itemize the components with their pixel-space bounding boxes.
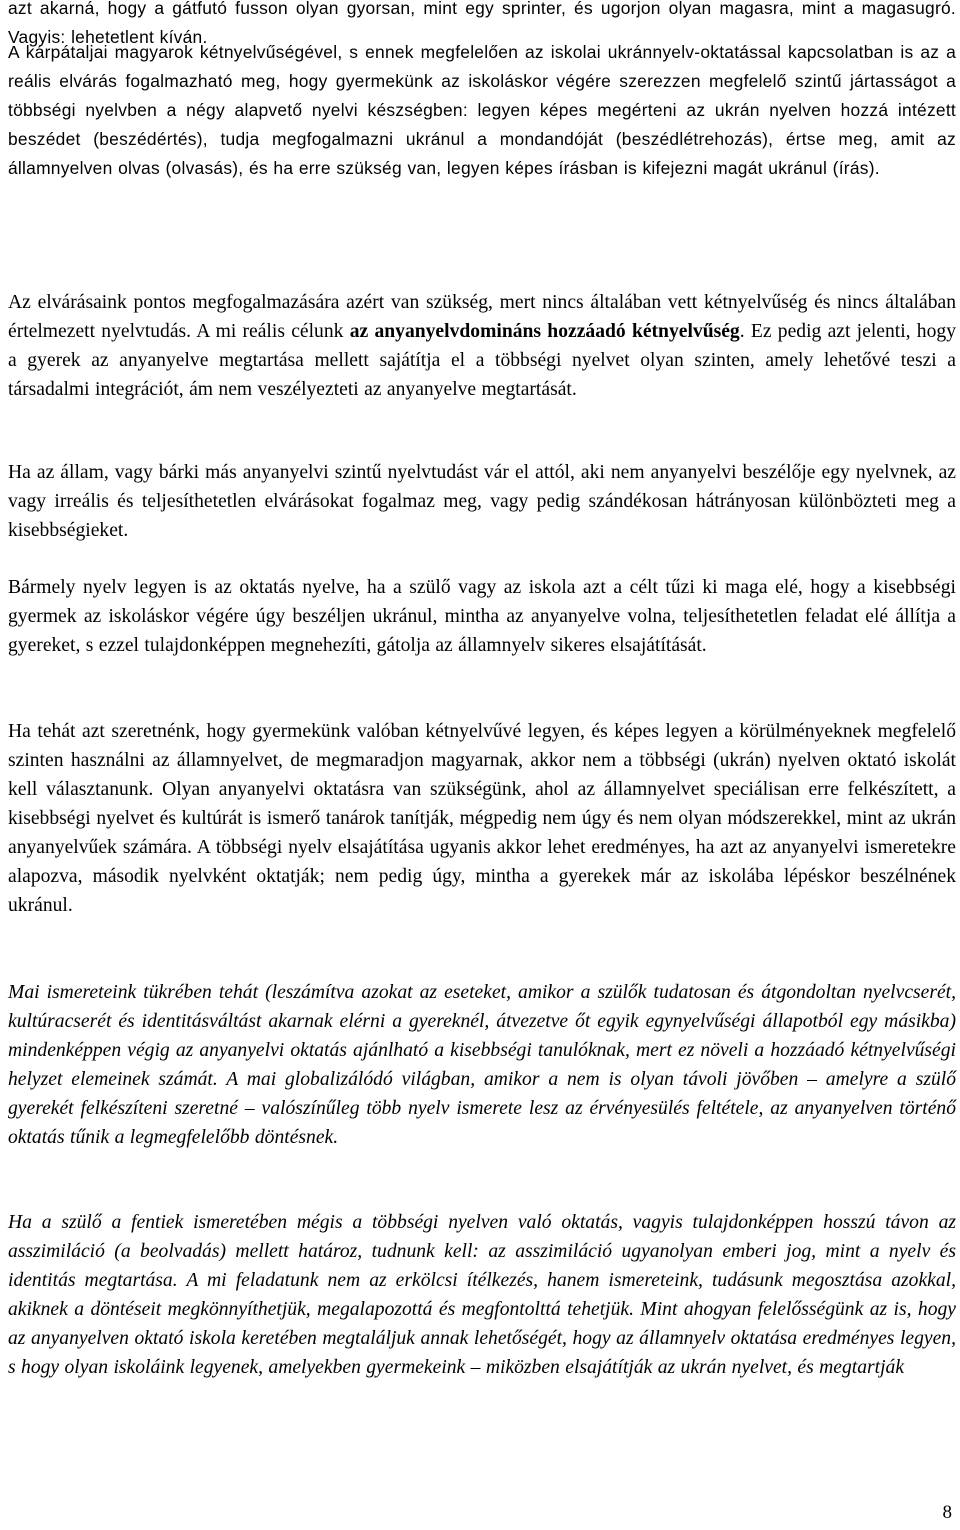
bold-emphasis: az anyanyelvdomináns hozzáadó kétnyelvűség xyxy=(349,321,740,342)
page-number: 8 xyxy=(942,1502,952,1523)
paragraph-bilingualism-goal xyxy=(8,288,956,404)
paragraph-text: Az elvárásaink pontos megfogalmazására azért van szükség, mert nincs általában vett kétnyelvűség és nincs általában értelmezett nyelvtudás. A mi reális célunk xyxy=(8,292,956,342)
paragraph-assimilation-italic: Ha a szülő a fentiek ismeretében mégis a többségi nyelven való oktatás, vagyis tulajdonképpen hosszú távon az asszimiláció (a beolvadás) mellett határoz, tudnunk kell: az asszimiláció ugyanolyan emberi jog, mint a nyelv és identitás megtartása. A mi feladatunk nem az erkölcsi ítélkezés, hanem ismereteink, tudásunk megosztása azokkal, akiknek a döntéseit megkönnyíthetjük, megalapozottá és megfontolttá tehetjük. Mint ahogyan felelősségünk az is, hogy az anyanyelven oktató iskola keretében megtaláljuk annak lehetőségét, hogy az államnyelv oktatása eredményes legyen, s hogy olyan iskoláink legyenek, amelyekben gyermekeink – miközben elsajátítják az ukrán nyelvet, és megtartják xyxy=(8,1212,956,1378)
paragraph-language-skills: A kárpátaljai magyarok kétnyelvűségével, s ennek megfelelően az iskolai ukránnyelv-oktatással kapcsolatban is az a reális elvárás fogalmazható meg, hogy gyermekünk az iskoláskor végére szerezzen megfelelő szintű jártasságot a többségi nyelvben a négy alapvető nyelvi készségben: legyen képes megérteni az ukrán nyelven hozzá intézett beszédet (beszédértés), tudja megfogalmazni ukránul a mondandóját (beszédlétrehozás), értse meg, amit az államnyelven olvas (olvasás), és ha erre szükség van, legyen képes írásban is kifejezni magát ukránul (írás). xyxy=(8,42,956,178)
paragraph-state-expectations: Ha az állam, vagy bárki más anyanyelvi szintű nyelvtudást vár el attól, aki nem anyanyelvi beszélője egy nyelvnek, az vagy irreális és teljesíthetetlen elvárásokat fogalmaz meg, vagy pedig szándékosan hátrányosan különbözteti meg a kisebbségieket. xyxy=(8,462,956,541)
paragraph-text: . Ez pedig azt jelenti, hogy a gyerek az anyanyelve megtartása mellett sajátítja el a többségi nyelvet olyan szinten, amely lehetővé teszi a társadalmi integrációt, ám nem veszélyezteti az anyanyelve megtartását. xyxy=(8,321,956,400)
paragraph-language-of-instruction: Bármely nyelv legyen is az oktatás nyelve, ha a szülő vagy az iskola azt a célt tűzi ki maga elé, hogy a kisebbségi gyermek az iskoláskor végére úgy beszéljen ukránul, mintha az anyanyelve volna, teljesíthetetlen feladat elé állítja a gyereket, s ezzel tulajdonképpen megnehezíti, gátolja az államnyelv sikeres elsajátítását. xyxy=(8,577,956,656)
paragraph-recommendation-italic: Mai ismereteink tükrében tehát (leszámítva azokat az eseteket, amikor a szülők tudatosan és átgondoltan nyelvcserét, kultúracserét és identitásváltást akarnak elérni a gyereknél, átvezetve őt egyik egynyelvűségi állapotból egy másikba) mindenképpen végig az anyanyelvi oktatás ajánlható a kisebbségi tanulóknak, mert ez növeli a hozzáadó kétnyelvűségi helyzet elemeinek számát. A mai globalizálódó világban, amikor a nem is olyan távoli jövőben – amelyre a szülő gyerekét felkészíteni szeretné – valószínűleg több nyelv ismerete lesz az érvényesülés feltétele, az anyanyelven történő oktatás tűnik a legmegfelelőbb döntésnek. xyxy=(8,982,956,1148)
paragraph-school-choice: Ha tehát azt szeretnénk, hogy gyermekünk valóban kétnyelvűvé legyen, és képes legyen a körülményeknek megfelelő szinten használni az államnyelvet, de megmaradjon magyarnak, akkor nem a többségi (ukrán) nyelven oktató iskolát kell választanunk. Olyan anyanyelvi oktatásra van szükségünk, ahol az államnyelvet speciálisan erre felkészített, a kisebbségi nyelvet és kultúrát is ismerő tanárok tanítják, mégpedig nem úgy és nem olyan módszerekkel, mint az ukrán anyanyelvűek számára. A többségi nyelv elsajátítása ugyanis akkor lehet eredményes, ha azt az anyanyelvi ismeretekre alapozva, második nyelvként oktatják; nem pedig úgy, mintha a gyerekek már az iskolába lépéskor beszélnének ukránul. xyxy=(8,721,956,916)
paragraph-continuation: azt akarná, hogy a gátfutó fusson olyan gyorsan, mint egy sprinter, és ugorjon olyan magasra, mint a magasugró. Vagyis: lehetetlent kíván. xyxy=(8,0,956,47)
